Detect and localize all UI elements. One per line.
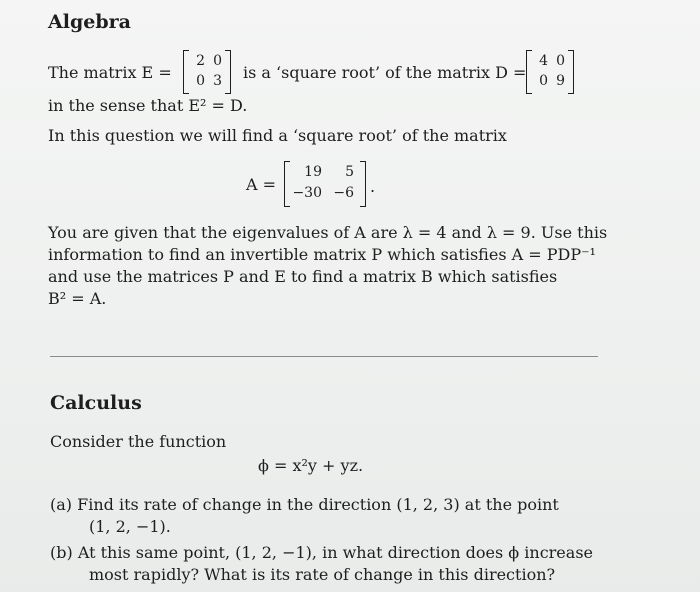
matrix-D-cell: 0 — [556, 53, 565, 69]
section-divider — [50, 356, 598, 357]
matrix-A-label: A = — [246, 175, 277, 194]
matrix-A-cell: −30 — [292, 185, 322, 201]
part-b-line: (b) At this same point, (1, 2, −1), in what direction does ϕ increase — [50, 543, 593, 562]
algebra-line3: In this question we will find a ‘square root’ of the matrix — [48, 126, 507, 145]
matrix-E-cell: 2 — [196, 53, 205, 69]
matrix-E-cell: 3 — [213, 73, 222, 89]
matrix-E-cell: 0 — [196, 73, 205, 89]
part-a-line: (1, 2, −1). — [89, 517, 171, 536]
eigen-paragraph-line: and use the matrices P and E to find a matrix B which satisfies — [48, 267, 558, 286]
phi-equation: ϕ = x²y + yz. — [258, 456, 364, 475]
algebra-line1-mid: is a ‘square root’ of the matrix D = — [243, 63, 527, 82]
matrix-E-cell: 0 — [213, 53, 222, 69]
matrix-D — [526, 50, 574, 94]
calculus-heading: Calculus — [50, 392, 142, 414]
algebra-line1-pre: The matrix E = — [48, 63, 172, 82]
calculus-intro: Consider the function — [50, 432, 227, 451]
matrix-A-period: . — [370, 177, 376, 196]
eigen-paragraph-line: You are given that the eigenvalues of A are λ = 4 and λ = 9. Use this — [48, 223, 608, 242]
algebra-heading: Algebra — [48, 11, 131, 33]
matrix-D-cell: 9 — [556, 73, 565, 89]
algebra-line2: in the sense that E² = D. — [48, 96, 248, 115]
matrix-A-cell: −6 — [333, 185, 354, 201]
matrix-D-cell: 0 — [539, 73, 548, 89]
matrix-A-cell: 5 — [345, 164, 354, 180]
matrix-D-cell: 4 — [539, 53, 548, 69]
matrix-E — [183, 50, 231, 94]
part-a-line: (a) Find its rate of change in the direction (1, 2, 3) at the point — [50, 495, 559, 514]
matrix-A — [284, 161, 366, 207]
part-b-line: most rapidly? What is its rate of change in this direction? — [89, 565, 556, 584]
eigen-paragraph-line: B² = A. — [48, 289, 107, 308]
matrix-A-cell: 19 — [304, 164, 322, 180]
eigen-paragraph-line: information to find an invertible matrix P which satisfies A = PDP⁻¹ — [48, 245, 596, 264]
